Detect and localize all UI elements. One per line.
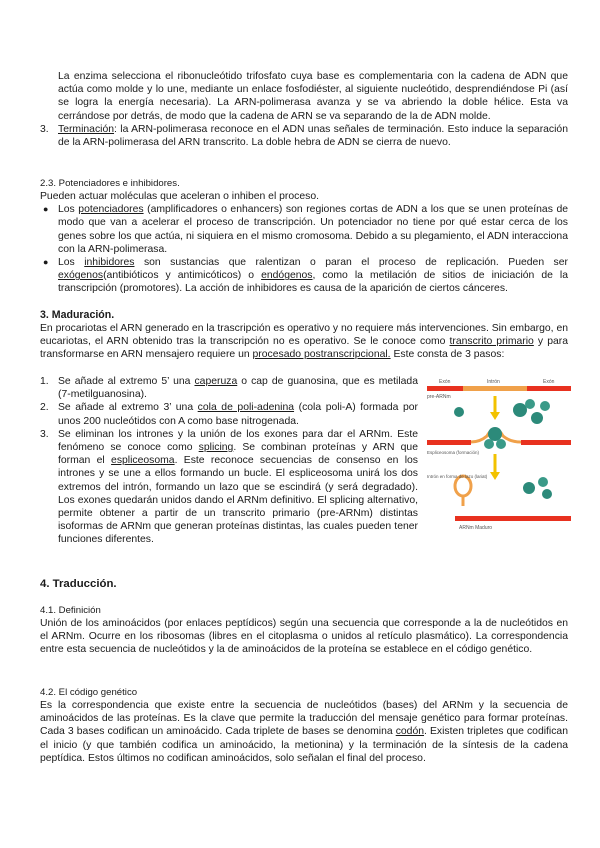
intron-bar: [463, 386, 527, 391]
s1-pre: Se añade al extremo 5’ una: [58, 376, 195, 387]
label-spliceosome: Espliceosoma (formación): [427, 450, 480, 455]
b2-text2: (antibióticos y antimicóticos) o: [103, 270, 262, 282]
label-intron: Intrón: [487, 379, 500, 385]
exon-bar: [427, 386, 463, 391]
term-codon: codón: [395, 726, 425, 738]
b1-pre: Los: [58, 204, 79, 216]
label-arnm-maduro: ARNm Maduro: [459, 525, 493, 531]
b2-pre: Los: [58, 257, 85, 269]
term-potenciadores: potenciadores: [78, 204, 144, 216]
splicing-diagram: [425, 378, 573, 534]
section-heading-4-2: 4.2. El código genético: [40, 687, 138, 698]
protein-blob: [542, 489, 552, 499]
step-number: 1.: [40, 376, 49, 387]
s1-text: o cap de guanosina, que es metilada (7-metilguanosina).: [58, 376, 418, 401]
bullet-potenciadores: [40, 203, 568, 256]
term-espliceosoma: espliceosoma: [111, 455, 175, 467]
step-3-terminacion: [40, 123, 568, 149]
protein-blob: [531, 412, 543, 424]
protein-blob: [525, 399, 535, 409]
step-2-cola-poli-a: [40, 401, 418, 427]
traduccion-section: [40, 577, 568, 591]
potenciadores-section: [40, 178, 568, 296]
s2-pre: Se añade al extremo 3’ una: [58, 402, 198, 414]
b2-text1: son sustancias que ralentizan o paran el proceso de replicación. Pueden ser: [134, 257, 568, 269]
term-inhibidores: inhibidores: [84, 257, 135, 269]
label-lariat: Intrón en forma de lazo (lariat): [427, 474, 488, 479]
maduracion-section: [40, 309, 568, 362]
label-exon-1: Exón: [439, 379, 451, 385]
bullet-inhibidores: [40, 256, 568, 296]
intro-paragraph: La enzima selecciona el ribonucleótido trifosfato cuya base es complementaria con la cadena de ADN que actúa como molde y lo une, mediante un enlace fosfodiéster, al siguiente nucleótido, desprendiéndose Pi (así se logra la energía necesaria). La ARN-polimerasa avanza y se va abriendo la doble hélice. Esta va cerrándose por detrás, de modo que la cadena de ARN se va separando de la de ADN molde.: [58, 71, 568, 122]
term-cola-poli-adenina: cola de poli-adenina: [197, 402, 295, 414]
step-number: 2.: [40, 402, 49, 414]
potenciadores-intro: Pueden actuar moléculas que aceleran o inhiben el proceso.: [40, 191, 319, 202]
codigo-section: [40, 687, 568, 765]
term-splicing: splicing: [198, 442, 234, 454]
section-heading-2-3: 2.3. Potenciadores e inhibidores.: [40, 178, 180, 189]
exon-bar: [527, 386, 571, 391]
s3-mid: . Se combinan proteínas y ARN que forman el: [58, 442, 418, 467]
code-b: . Existen tripletes que codifican el inicio (y que también codifica un aminoácido, la metionina) y la terminación de la síntesis de la cadena peptídica. Estos últimos no codifican aminoácidos, solo señalan el final del proceso.: [40, 726, 568, 764]
term-caperuza: caperuza: [194, 376, 238, 387]
b2-text3: , como la metilación de sitios de iniciación de la transcripción (promotores). La acción de inhibidores es causa de la aparición de ciertos cánceres.: [58, 270, 568, 295]
mad-c: Este consta de 3 pasos:: [390, 349, 505, 361]
terminacion-text: : la ARN-polimerasa reconoce en el ADN unas señales de terminación. Esto induce la separación de la ARN-polimerasa del ARN transcrito. La doble hebra de ADN se cierra de nuevo.: [58, 123, 568, 149]
codigo-text: [40, 699, 568, 765]
protein-blob: [523, 482, 535, 494]
term-exogenos: exógenos: [58, 270, 104, 282]
exon-bar: [521, 440, 571, 445]
section-heading-3: 3. Maduración.: [40, 309, 115, 321]
step-number: 3.: [40, 123, 49, 135]
bullet-icon: ●: [43, 257, 49, 268]
s3-pre: Se eliminan los intrones y la unión de los exones para dar el ARNm. Este fenómeno se conoce como: [58, 428, 418, 454]
term-endogenos: endógenos: [261, 270, 313, 282]
definicion-section: [40, 605, 568, 657]
section-heading-4-1: 4.1. Definición: [40, 605, 101, 616]
spliceosome: [496, 439, 506, 449]
term-procesado: procesado postranscripcional.: [252, 349, 391, 361]
step-3-splicing: [40, 428, 418, 547]
protein-blob: [454, 407, 464, 417]
mad-a: En procariotas el ARN generado en la trascripción es operativo y no requiere más intervenciones. Sin embargo, en eucariotas, el ARN obtenido tras la transcripción no es operativo. Se le conoce como: [40, 323, 568, 348]
mad-b: y para transformarse en ARN mensajero requiere un: [40, 336, 569, 361]
term-transcrito-primario: transcrito primario: [449, 336, 534, 348]
maduracion-steps: [40, 375, 418, 547]
s3-text: . Este reconoce secuencias de consenso en los intrones y se une a ellos formando un bucle. El espliceosoma unirá los dos extremos del intrón, formando un lazo que se escindirá (y será degradado). Los exones quedarán unidos dando el ARNm definitivo. El splicing alternativo, permite obtener a partir de un transcrito primario (pre-ARNm) distintas isoformas de ARNm que generan proteínas distintas, las cuales pueden tener funciones diferentes.: [58, 455, 418, 546]
step-1-caperuza: [40, 375, 418, 401]
bullet-icon: ●: [43, 204, 49, 215]
protein-blob: [538, 477, 548, 487]
term-terminacion: Terminación: [58, 123, 115, 135]
maduracion-intro: [40, 322, 568, 362]
intro-section: [40, 70, 568, 149]
mature-arnm-bar: [455, 516, 571, 521]
protein-blob: [513, 403, 527, 417]
b1-text: (amplificadores o enhancers) son regiones cortas de ADN a los que se unen proteínas de modo que van a acelerar el proceso de transcripción. Un potenciador no tiene por qué estar cerca de los genes sobre los que actúa, ni siquiera en el mismo cromosoma. Debido a su plegamiento, el ADN interacciona con la ARN-polimerasa.: [58, 204, 569, 255]
s2-text: (cola poli-A) formada por unos 200 nucleótidos con A como base nitrogenada.: [58, 402, 418, 427]
protein-blob: [540, 401, 550, 411]
spliceosome: [484, 439, 494, 449]
label-exon-2: Exón: [543, 379, 555, 385]
spliceosome: [488, 427, 502, 441]
section-heading-4: 4. Traducción.: [40, 578, 117, 590]
exon-bar: [427, 440, 471, 445]
step-number: 3.: [40, 428, 49, 440]
code-a: Es la correspondencia que existe entre la secuencia de nucleótidos (bases) del ARNm y la secuencia de aminoácidos de las proteínas. Es la clave que permite la traducción del mensaje genético para formar proteínas. Cada 3 bases codifican un aminoácido. Cada triplete de bases se denomina: [40, 700, 568, 738]
label-pre-arnm: pre-ARNm: [427, 394, 451, 400]
definicion-text: Unión de los aminoácidos (por enlaces peptídicos) según una secuencia que corresponde a la de nucleótidos en el ARNm. Ocurre en los ribosomas (libres en el citoplasma o unidos al retículo plasmático). La correspondencia entre esta secuencia de nucleótidos y la de aminoácidos de la proteína se establece en el código genético.: [40, 618, 568, 656]
